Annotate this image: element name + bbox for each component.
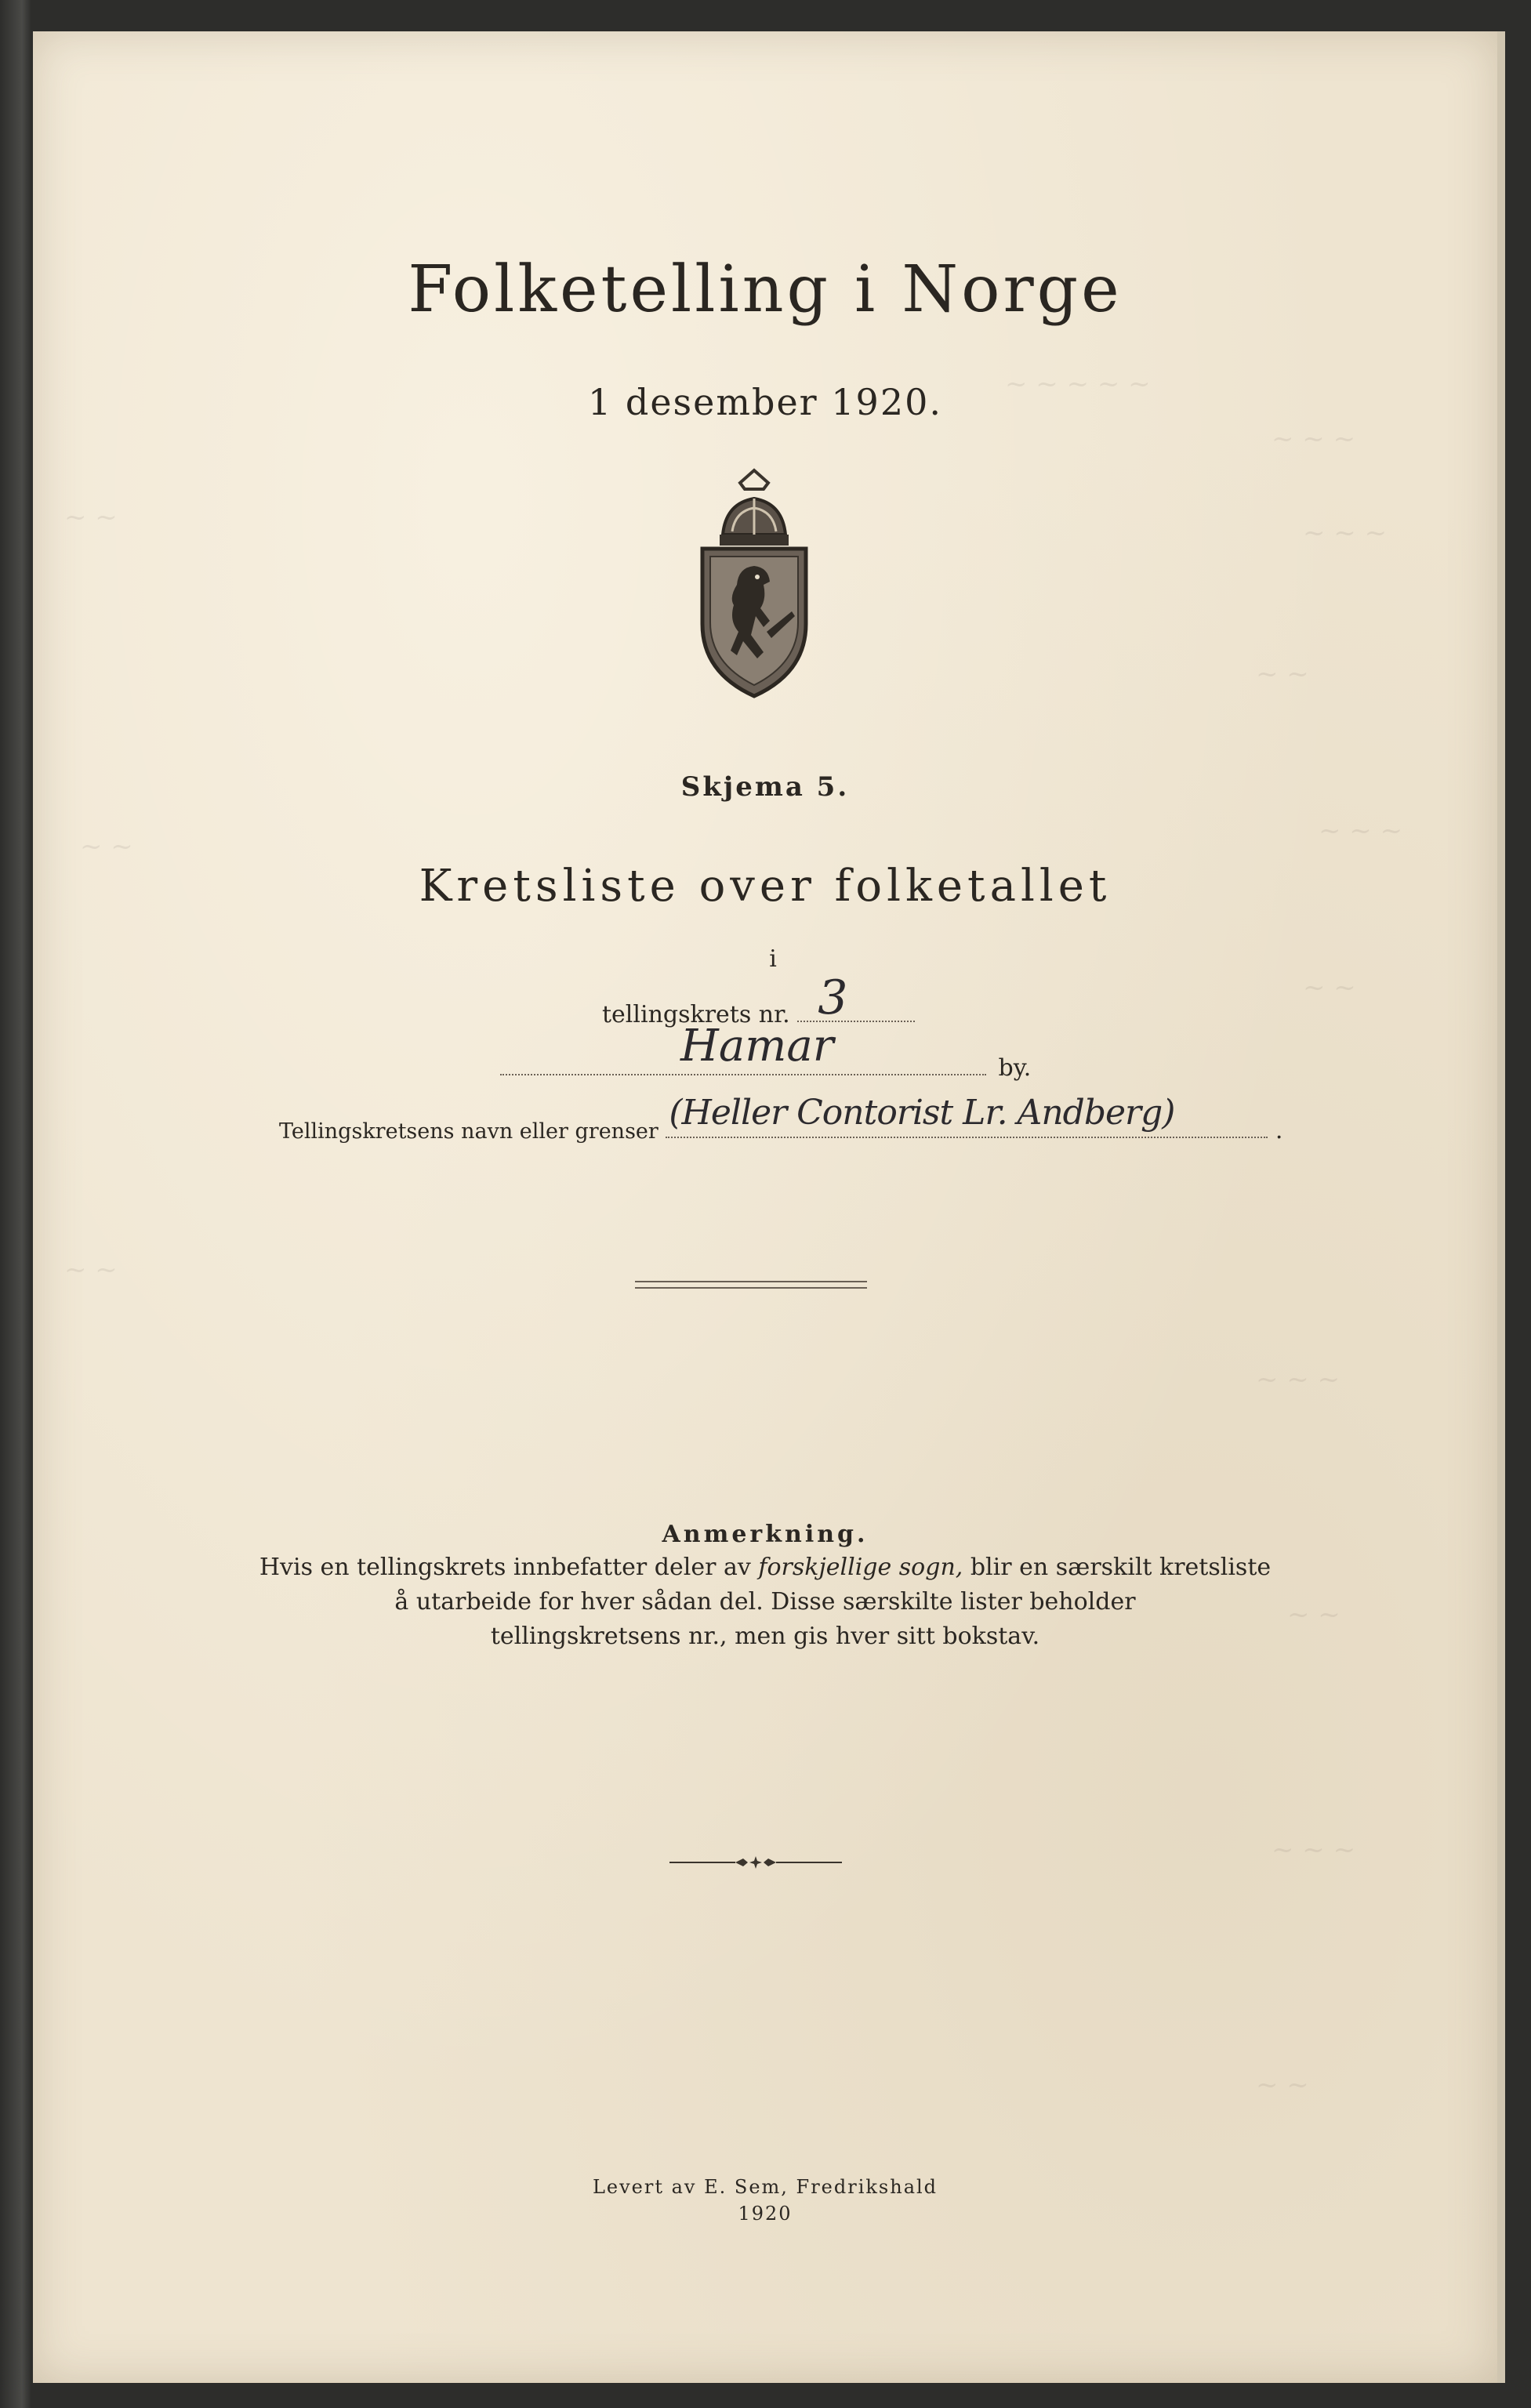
tellingskrets-field[interactable] [797,970,915,1025]
census-form-page: ~ ~ ~ ~ ~ ~ ~ ~ ~ ~ ~ ~ ~ ~ ~ ~ ~ ~ ~ ~ ~ ~ ~ ~ ~ ~ ~ ~ ~ ~ ~ ~ ~ ~ Folketelling i Norge 1 desember 1920. Skjema 5. Kretsliste over folketallet i tellingskrets nr. 3 Hamar by. Tellingskretsens navn eller grenser (Heller Contorist Lr. Andberg) . Anmerkning. Hvis en tellingskrets innbefatter deler av forskjellige sogn, blir en særskilt kretsliste å utarbeide for hver sådan del. Disse særskilte lister beholder tellingskretsens nr., men gis hver sitt bokstav. Levert av E. Sem, Fredrikshald 1920 [33,31,1497,2383]
town-field[interactable] [500,1021,986,1075]
kretsnavn-row [279,1093,1283,1144]
town-suffix: by. [998,1054,1032,1082]
norwegian-coat-of-arms-icon [691,467,817,702]
kretsnavn-label: Tellingskretsens navn eller grenser [279,1119,658,1144]
town-value: Hamar [680,1021,834,1072]
printer-year: 1920 [738,2203,793,2225]
kretsnavn-value: (Heller Contorist Lr. Andberg) [669,1093,1175,1133]
divider-ornament-icon [669,1855,842,1870]
list-title: Kretsliste over folketallet [419,861,1112,912]
double-rule-divider [635,1281,867,1289]
kretsnavn-suffix: . [1275,1117,1283,1144]
page-edge [1497,31,1505,2383]
note-line-1-text-b: blir en særskilt kretsliste [963,1554,1272,1581]
printer-credit: Levert av E. Sem, Fredrikshald [592,2176,938,2198]
kretsnavn-field[interactable] [666,1093,1268,1138]
tellingskrets-label: tellingskrets nr. [602,1001,790,1028]
note-line-2: å utarbeide for hver sådan del. Disse særskilte lister beholder [394,1588,1136,1616]
census-date: 1 desember 1920. [588,381,942,423]
page-title: Folketelling i Norge [408,252,1123,327]
note-line-3: tellingskretsens nr., men gis hver sitt bokstav. [490,1623,1040,1650]
note-heading: Anmerkning. [662,1521,869,1548]
note-line-1 [33,1554,1497,1581]
note-line-1-emphasis: forskjellige sogn, [758,1554,963,1581]
tellingskrets-value: 3 [818,970,848,1025]
town-row [500,1021,1032,1082]
note-line-1-text-a: Hvis en tellingskrets innbefatter deler av [259,1554,759,1581]
schema-number: Skjema 5. [680,771,850,803]
preposition-i: i [769,945,777,973]
